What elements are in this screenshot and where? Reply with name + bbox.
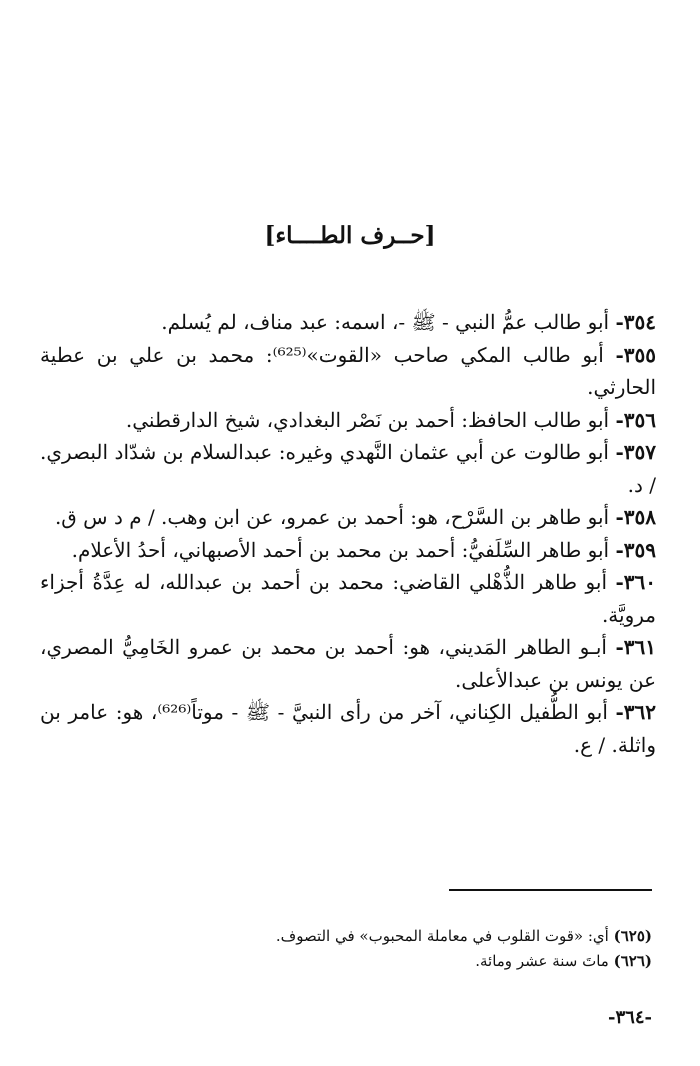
entry-361 (40, 631, 656, 696)
entry-number: ٣٥٦- (615, 407, 656, 432)
footnote-text: ماتَ سنة عشر ومائة. (475, 952, 614, 970)
footnote-number: (٦٢٦) (613, 952, 652, 970)
entry-number: ٣٦١- (615, 635, 656, 659)
entry-number: ٣٦٢- (615, 700, 656, 724)
entry-text: أبو طالب الحافظ: أحمد بن نَصْر البغدادي، شيخ الدارقطني. (125, 407, 616, 432)
page-number: -٣٦٤- (608, 1007, 652, 1028)
entry-359 (40, 534, 656, 567)
entry-354 (40, 306, 656, 339)
entry-number: ٣٦٠- (615, 570, 656, 594)
entry-355 (40, 339, 656, 404)
entry-text: أبو طالب المكي صاحب «القوت»⁽⁶²⁵⁾: محمد بن علي بن عطية الحارثي. (40, 342, 656, 399)
footnote-625 (92, 924, 652, 949)
entry-text: أبو طاهر الذُّهْلي القاضي: محمد بن أحمد بن عبدالله، له عِدَّةُ أجزاء مرويَّة. (40, 570, 656, 627)
footnote-626 (92, 949, 652, 974)
footnote-separator (449, 889, 652, 891)
entry-number: ٣٥٨- (615, 505, 656, 529)
entry-text: أبـو الطاهر المَديني، هو: أحمد بن محمد بن عمرو الخَامِيُّ المصري، عن يونس بن عبدالأعلى. (40, 635, 656, 692)
entry-text: أبو طالب عمُّ النبي - ﷺ -، اسمه: عبد مناف، لم يُسلم. (161, 310, 616, 334)
footnote-text: أي: «قوت القلوب في معاملة المحبوب» في التصوف. (275, 927, 614, 945)
entry-360 (40, 566, 656, 631)
chapter-title: [حــرف الطــــاء] (264, 222, 436, 249)
entry-text: أبو الطُّفيل الكِناني، آخر من رأى النبيَّ - ﷺ - موتاً⁽⁶²⁶⁾، هو: عامر بن واثلة. / ع. (40, 700, 656, 757)
entry-357 (40, 436, 656, 501)
entry-358 (40, 501, 656, 534)
entry-number: ٣٥٧- (615, 440, 656, 464)
entry-356 (40, 404, 656, 437)
entry-text: أبو طاهر بن السَّرْح، هو: أحمد بن عمرو، عن ابن وهب. / م د س ق. (54, 505, 616, 529)
entry-362 (40, 696, 656, 761)
footnote-number: (٦٢٥) (613, 927, 652, 945)
entries-list (40, 306, 656, 761)
entry-number: ٣٥٥- (615, 342, 656, 367)
entry-text: أبو طاهر السِّلَفيُّ: أحمد بن محمد بن أحمد الأصبهاني، أحدُ الأعلام. (71, 537, 616, 562)
entry-text: أبو طالوت عن أبي عثمان النَّهدي وغيره: عبدالسلام بن شدّاد البصري. / د. (40, 440, 656, 497)
entry-number: ٣٥٤- (615, 310, 656, 334)
entry-number: ٣٥٩- (615, 537, 656, 562)
footnotes (92, 924, 652, 974)
